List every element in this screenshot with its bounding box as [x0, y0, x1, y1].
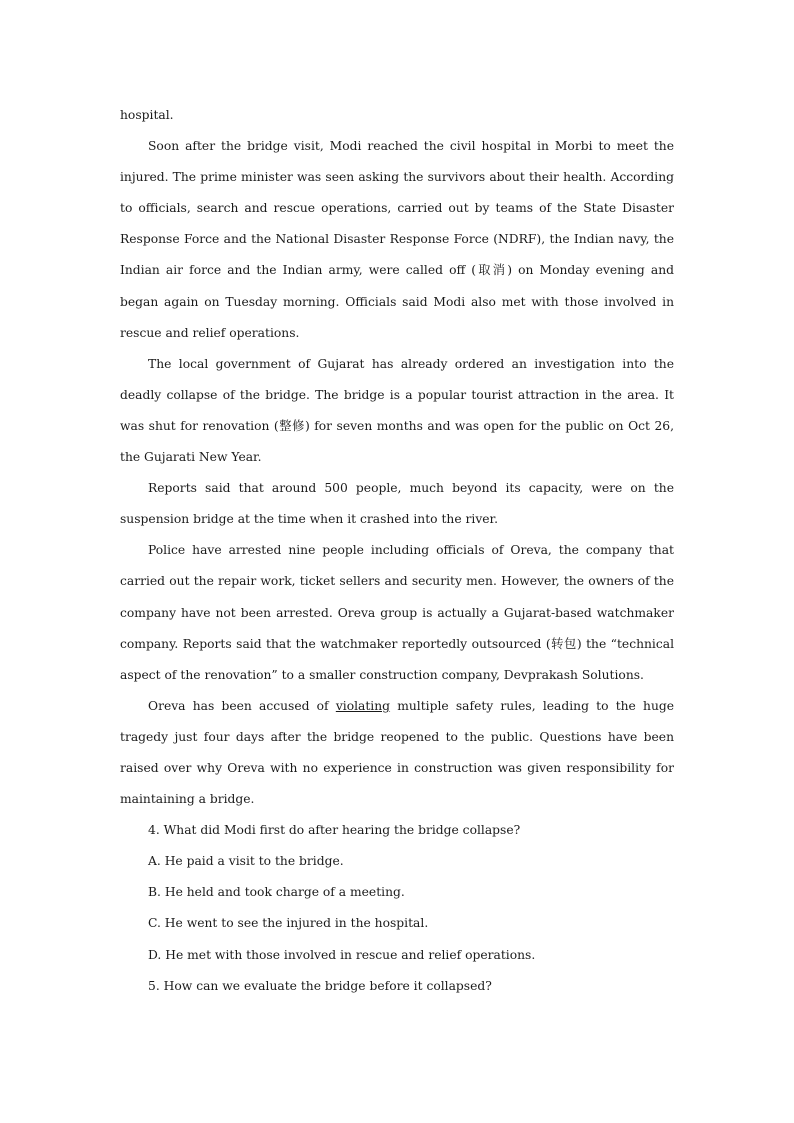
accusation-text-start: Oreva has been accused of: [148, 698, 336, 713]
document-page: [120, 100, 674, 1002]
question-5-stem: 5. How can we evaluate the bridge before it collapsed?: [148, 978, 492, 993]
passage-paragraph-continuation: hospital.: [120, 108, 174, 122]
passage-paragraph-arrests: Police have arrested nine people including officials of Oreva, the company that carried out the repair work, ticket sellers and security men. However, the owners of the company have not been arrested. Oreva group is actually a Gujarat-based watchmaker company. Reports said that the watchmaker reportedly outsourced (转包) the “technical aspect of the renovation” to a smaller construction company, Devprakash Solutions.: [120, 543, 674, 682]
underlined-word-violating: violating: [335, 698, 391, 713]
accusation-text-end: multiple safety rules, leading to the huge tragedy just four days after the bridge reopened to the public. Questions have been raised over why Oreva with no experience in construction was given responsibility for maintaining a bridge.: [120, 698, 675, 807]
question-4-option-b: B. He held and took charge of a meeting.: [148, 885, 405, 900]
question-4-option-a: A. He paid a visit to the bridge.: [148, 854, 344, 869]
question-4-option-d: D. He met with those involved in rescue and relief operations.: [148, 947, 536, 962]
passage-paragraph-capacity: Reports said that around 500 people, much beyond its capacity, were on the suspension bridge at the time when it crashed into the river.: [120, 481, 674, 527]
passage-paragraph-accusation: [120, 691, 674, 815]
question-4-option-c: C. He went to see the injured in the hospital.: [148, 916, 429, 931]
passage-paragraph-hospital-visit: Soon after the bridge visit, Modi reached the civil hospital in Morbi to meet the injured. The prime minister was seen asking the survivors about their health. According to officials, search and rescue operations, carried out by teams of the State Disaster Response Force and the National Disaster Response Force (NDRF), the Indian navy, the Indian air force and the Indian army, were called off (取消) on Monday evening and began again on Tuesday morning. Officials said Modi also met with those involved in rescue and relief operations.: [120, 139, 674, 340]
question-4-stem: 4. What did Modi first do after hearing the bridge collapse?: [148, 823, 521, 838]
passage-paragraph-investigation: The local government of Gujarat has already ordered an investigation into the deadly collapse of the bridge. The bridge is a popular tourist attraction in the area. It was shut for renovation (整修) for seven months and was open for the public on Oct 26, the Gujarati New Year.: [120, 356, 674, 465]
